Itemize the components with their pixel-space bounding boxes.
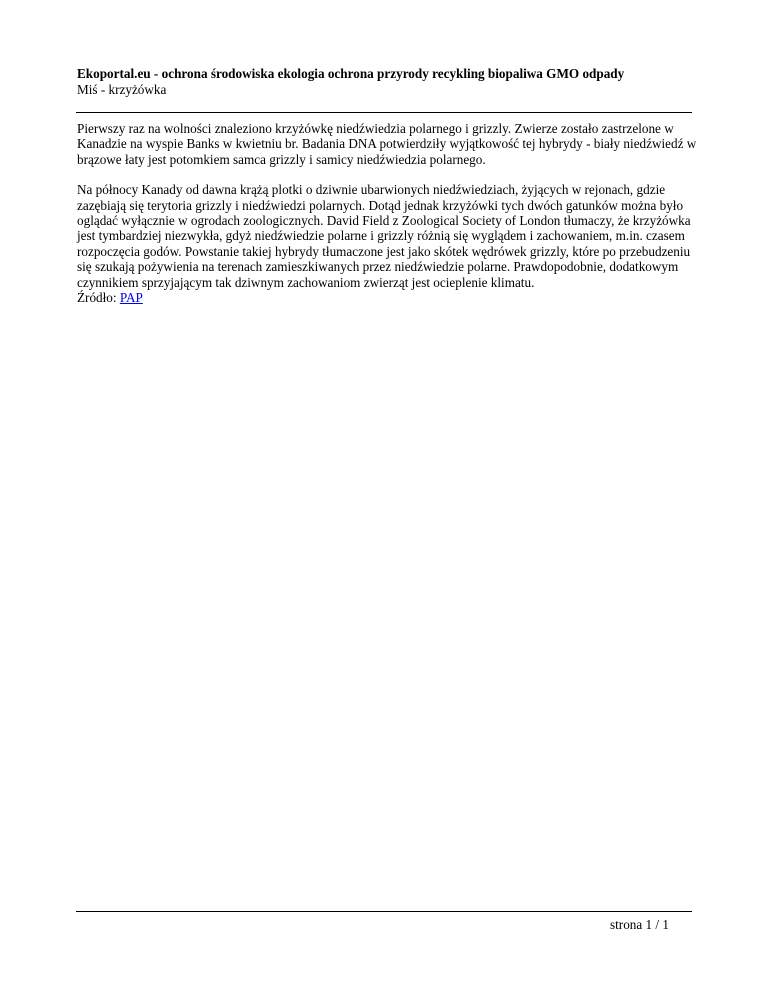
article-body	[77, 121, 697, 305]
article-paragraph-1: Pierwszy raz na wolności znaleziono krzyżówkę niedźwiedzia polarnego i grizzly. Zwierze zostało zastrzelone w Kanadzie na wyspie Banks w kwietniu br. Badania DNA potwierdziły wyjątkowość tej hybrydy - biały niedźwiedź w brązowe łaty jest potomkiem samca grizzly i samicy niedźwiedzia polarnego.	[77, 121, 697, 167]
article-paragraph-2: Na północy Kanady od dawna krążą plotki o dziwnie ubarwionych niedźwiedziach, żyjących w rejonach, gdzie zazębiają się terytoria grizzly i niedźwiedzi polarnych. Dotąd jednak krzyżówki tych dwóch gatunków można było oglądać wyłącznie w ogrodach zoologicznych. David Field z Zoological Society of London tłumaczy, że krzyżówka jest tymbardziej niezwykła, gdyż niedźwiedzie polarne i grizzly różnią się wyglądem i zachowaniem, m.in. czasem rozpoczęcia godów. Powstanie takiej hybrydy tłumaczone jest jako skótek wędrówek grizzly, które po przebudzeniu się szukają pożywienia na terenach zamieszkiwanych przez niedźwiedzie polarne. Prawdopodobnie, dodatkowym czynnikiem sprzyjającym tak dziwnym zachowaniom zwierząt jest ocieplenie klimatu.	[77, 182, 691, 290]
source-line	[77, 290, 697, 305]
footer-divider	[76, 911, 692, 912]
header-divider	[76, 112, 692, 113]
article-title: Miś - krzyżówka	[77, 82, 167, 97]
source-label: Źródło:	[77, 290, 120, 306]
site-title: Ekoportal.eu - ochrona środowiska ekologia ochrona przyrody recykling biopaliwa GMO odpady	[77, 66, 625, 81]
source-link[interactable]: PAP	[119, 290, 143, 306]
page-number: strona 1 / 1	[610, 917, 669, 932]
